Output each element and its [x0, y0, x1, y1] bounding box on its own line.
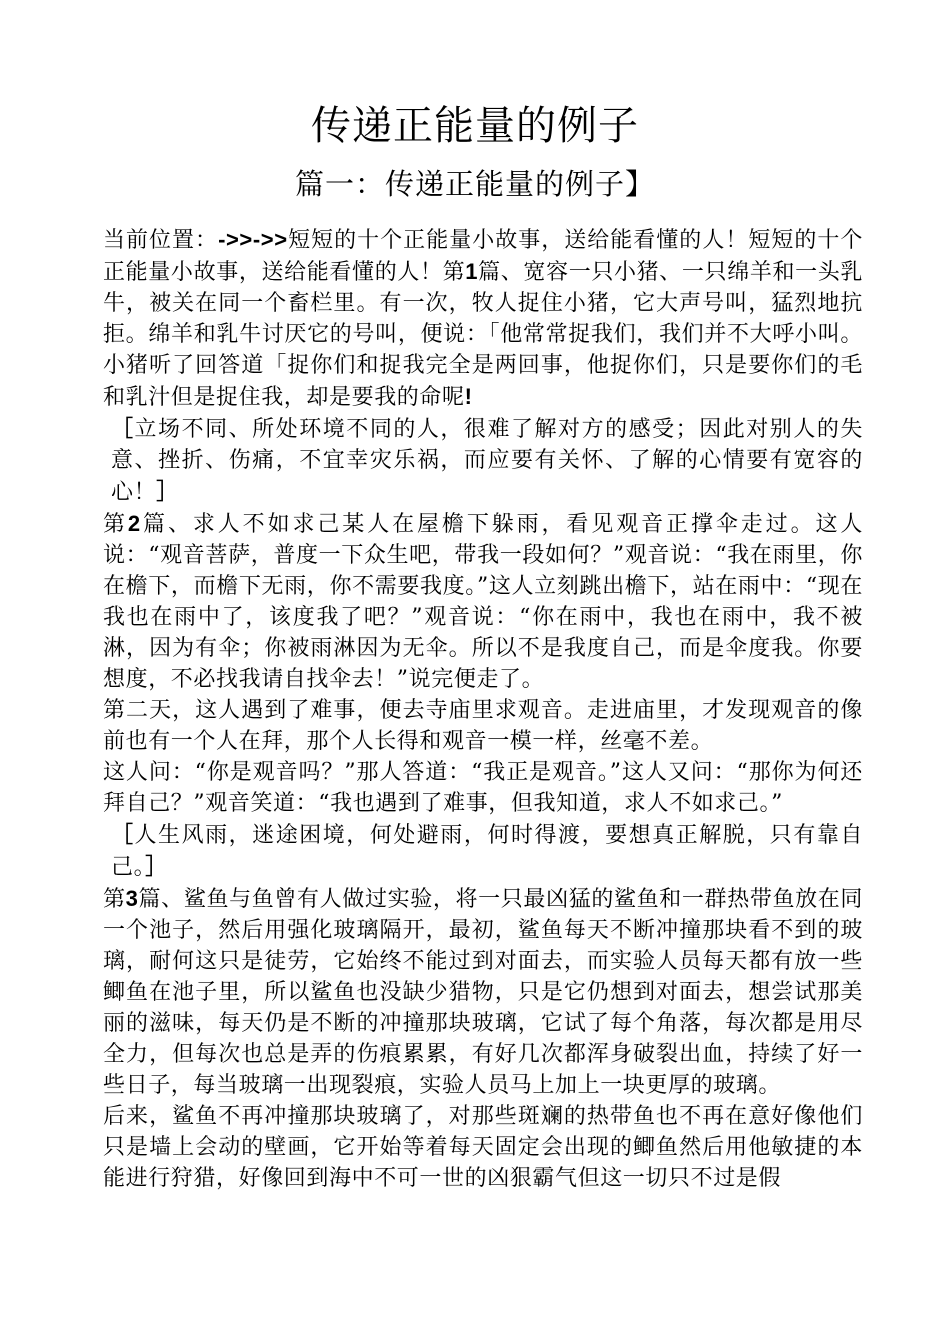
bold-span: !	[464, 384, 473, 409]
paragraph-moral-2	[103, 819, 863, 883]
paragraph-intro-story-1	[103, 224, 863, 413]
document-title: 传递正能量的例子	[311, 103, 639, 149]
bold-span: 1	[465, 259, 479, 284]
paragraph-story-3	[103, 883, 863, 1101]
text-span: 这人问：“你是观音吗？”那人答道：“我正是观音。”这人又问：“那你为何还拜自己？”观音笑道：“我也遇到了难事，但我知道，求人不如求己。”	[103, 760, 863, 816]
bracket-close: ］	[145, 854, 168, 879]
bold-span: 2	[127, 511, 141, 536]
bracket-open: ［	[111, 822, 135, 847]
paragraph-moral-1	[103, 413, 863, 508]
text-span: 第	[103, 887, 126, 912]
text-span: 人生风雨，迷途困境，何处避雨，何时得渡，要想真正解脱，只有靠自己。	[111, 823, 863, 880]
text-span: 短短的十个正能量小故事，送给能看懂的人！短短的十个正能量小故事，送给能看懂的人！第	[103, 228, 863, 285]
text-span: 篇、求人不如求己某人在屋檐下躲雨，看见观音正撑伞走过。这人说：“观音菩萨，普度一下众生吧，带我一段如何？”观音说：“我在雨里，你在檐下，而檐下无雨，你不需要我度。”这人立刻跳出檐下，站在雨中：“现在我也在雨中了，该度我了吧？”观音说：“你在雨中，我也在雨中，我不被淋，因为有伞；你被雨淋因为无伞。所以不是我度自己，而是伞度我。你要想度，不必找我请自找伞去！”说完便走了。	[103, 512, 863, 692]
bold-span: ->>->>	[218, 227, 288, 252]
text-span: 后来，鲨鱼不再冲撞那块玻璃了，对那些斑斓的热带鱼也不再在意好像他们只是墙上会动的壁画，它开始等着每天固定会出现的鲫鱼然后用他敏捷的本能进行狩猎，好像回到海中不可一世的凶狠霸气但这一切只不过是假	[103, 1104, 863, 1191]
text-span: 篇、宽容一只小猪、一只绵羊和一头乳牛，被关在同一个畜栏里。有一次，牧人捉住小猪，它大声号叫，猛烈地抗拒。绵羊和乳牛讨厌它的号叫，便说：「他常常捉我们，我们并不大呼小叫。小猪听了回答道「捉你们和捉我完全是两回事，他捉你们，只是要你们的毛和乳汁但是捉住我，却是要我的命呢	[103, 260, 864, 410]
paragraph-story-2	[103, 508, 863, 695]
paragraph-story-2-cont	[103, 695, 863, 757]
bracket-close: ］	[156, 479, 179, 504]
document-subtitle: 篇一：传递正能量的例子】	[294, 167, 655, 201]
document-body	[103, 224, 863, 1194]
bold-span: 3	[125, 886, 139, 911]
text-span: 第二天，这人遇到了难事，便去寺庙里求观音。走进庙里，才发现观音的像前也有一个人在拜，那个人长得和观音一模一样，丝毫不差。	[103, 698, 863, 754]
paragraph-story-3-cont	[103, 1101, 863, 1194]
paragraph-story-2-dialogue	[103, 757, 863, 819]
text-span: 立场不同、所处环境不同的人，很难了解对方的感受；因此对别人的失意、挫折、伤痛，不宜幸灾乐祸，而应要有关怀、了解的心情要有宽容的心！	[111, 417, 863, 505]
text-span: 第	[103, 512, 128, 537]
bracket-open: ［	[111, 416, 135, 441]
text-span: 当前位置：	[103, 228, 219, 253]
text-span: 篇、鲨鱼与鱼曾有人做过实验，将一只最凶猛的鲨鱼和一群热带鱼放在同一个池子，然后用强化玻璃隔开，最初，鲨鱼每天不断冲撞那块看不到的玻璃，耐何这只是徒劳，它始终不能过到对面去，而实验人员每天都有放一些鲫鱼在池子里，所以鲨鱼也没缺少猎物，只是它仍想到对面去，想尝试那美丽的滋味，每天仍是不断的冲撞那块玻璃，它试了每个角落，每次都是用尽全力，但每次也总是弄的伤痕累累，有好几次都浑身破裂出血，持续了好一些日子，每当玻璃一出现裂痕，实验人员马上加上一块更厚的玻璃。	[103, 887, 864, 1098]
